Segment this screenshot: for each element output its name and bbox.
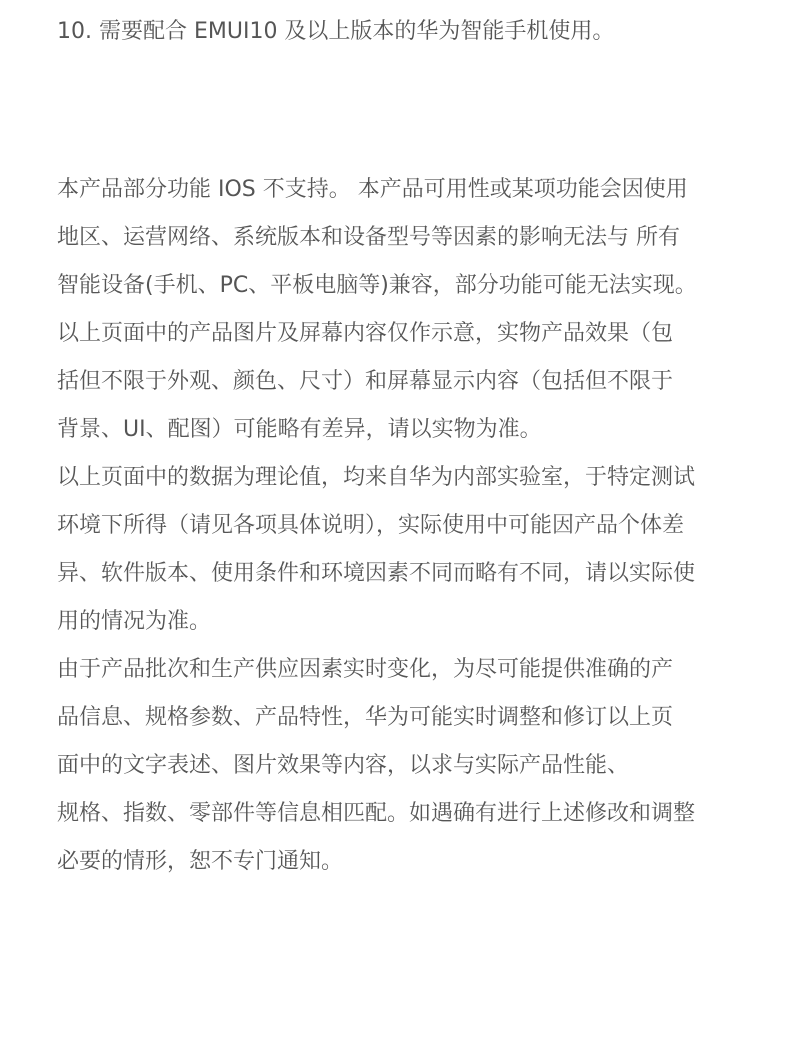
- paragraph-line: 环境下所得（请见各项具体说明），实际使用中可能因产品个体差: [57, 513, 685, 538]
- paragraph-line: 异、软件版本、使用条件和环境因素不同而略有不同，请以实际使: [57, 561, 696, 586]
- disclaimer-paragraph-availability: [57, 166, 767, 310]
- paragraph-line: 括但不限于外观、颜色、尺寸）和屏幕显示内容（包括但不限于: [57, 369, 674, 394]
- paragraph-line: 背景、UI、配图）可能略有差异，请以实物为准。: [57, 417, 542, 442]
- paragraph-line: 以上页面中的产品图片及屏幕内容仅作示意，实物产品效果（包: [57, 321, 674, 346]
- paragraph-line: 以上页面中的数据为理论值，均来自华为内部实验室，于特定测试: [57, 465, 696, 490]
- paragraph-line: 必要的情形，恕不专门通知。: [57, 849, 344, 874]
- disclaimer-paragraph-changes: [57, 646, 767, 886]
- paragraph-line: 用的情况为准。: [57, 609, 212, 634]
- paragraph-line: 本产品部分功能 IOS 不支持。 本产品可用性或某项功能会因使用: [57, 177, 688, 202]
- disclaimer-paragraph-images: [57, 310, 767, 454]
- paragraph-line: 面中的文字表述、图片效果等内容，以求与实际产品性能、: [57, 753, 630, 778]
- disclaimer-block: [57, 166, 767, 886]
- paragraph-line: 由于产品批次和生产供应因素实时变化，为尽可能提供准确的产: [57, 657, 674, 682]
- paragraph-line: 智能设备(手机、PC、平板电脑等)兼容，部分功能可能无法实现。: [57, 273, 697, 298]
- compatibility-note: 10. 需要配合 EMUI10 及以上版本的华为智能手机使用。: [57, 19, 615, 44]
- paragraph-line: 规格、指数、零部件等信息相匹配。如遇确有进行上述修改和调整: [57, 801, 696, 826]
- paragraph-line: 地区、运营网络、系统版本和设备型号等因素的影响无法与 所有: [57, 225, 680, 250]
- paragraph-line: 品信息、规格参数、产品特性，华为可能实时调整和修订以上页: [57, 705, 674, 730]
- disclaimer-paragraph-data: [57, 454, 767, 646]
